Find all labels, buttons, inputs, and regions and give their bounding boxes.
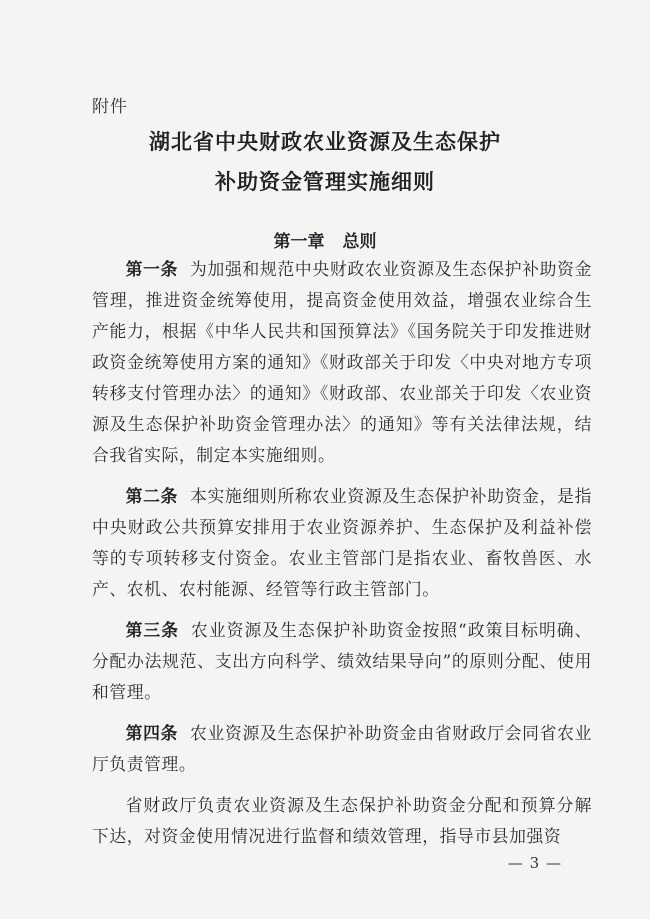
article-4 [92, 718, 592, 780]
document-title-line1: 湖北省中央财政农业资源及生态保护 [149, 129, 501, 154]
article-text: 农业资源及生态保护补助资金由省财政厅会同省农业厅负责管理。 [92, 723, 592, 774]
chapter-name: 总则 [342, 232, 377, 252]
article-2 [92, 481, 592, 605]
article-text: 为加强和规范中央财政农业资源及生态保护补助资金管理，推进资金统筹使用，提高资金使用效益，增强农业综合生产能力，根据《中华人民共和国预算法》《国务院关于印发推进财政资金统筹使用方案的通知》《财政部关于印发〈中央对地方专项转移支付管理办法〉的通知》《财政部、农业部关于印发〈农业资源及生态保护补助资金管理办法〉的通知》等有关法律法规，结合我省实际，制定本实施细则。 [92, 259, 592, 465]
article-text: 本实施细则所称农业资源及生态保护补助资金，是指中央财政公共预算安排用于农业资源养护、生态保护及利益补偿等的专项转移支付资金。农业主管部门是指农业、畜牧兽医、水产、农机、农村能源、经管等行政主管部门。 [92, 486, 592, 599]
attachment-label: 附件 [92, 97, 128, 117]
paragraph-text: 省财政厅负责农业资源及生态保护补助资金分配和预算分解下达，对资金使用情况进行监督和绩效管理，指导市县加强资 [92, 795, 592, 846]
article-label: 第一条 [125, 259, 179, 279]
page-number: — 3 — [507, 854, 562, 872]
article-label: 第二条 [125, 486, 179, 506]
article-4-continued [92, 790, 592, 852]
article-label: 第三条 [125, 620, 180, 640]
document-body [92, 254, 592, 862]
article-3 [92, 615, 592, 708]
document-title-line2: 补助资金管理实施细则 [215, 169, 435, 194]
chapter-number: 第一章 [273, 232, 325, 252]
article-label: 第四条 [125, 723, 179, 743]
chapter-heading [0, 227, 650, 252]
article-text: 农业资源及生态保护补助资金按照“政策目标明确、分配办法规范、支出方向科学、绩效结果导向”的原则分配、使用和管理。 [92, 620, 592, 702]
article-1 [92, 254, 592, 471]
